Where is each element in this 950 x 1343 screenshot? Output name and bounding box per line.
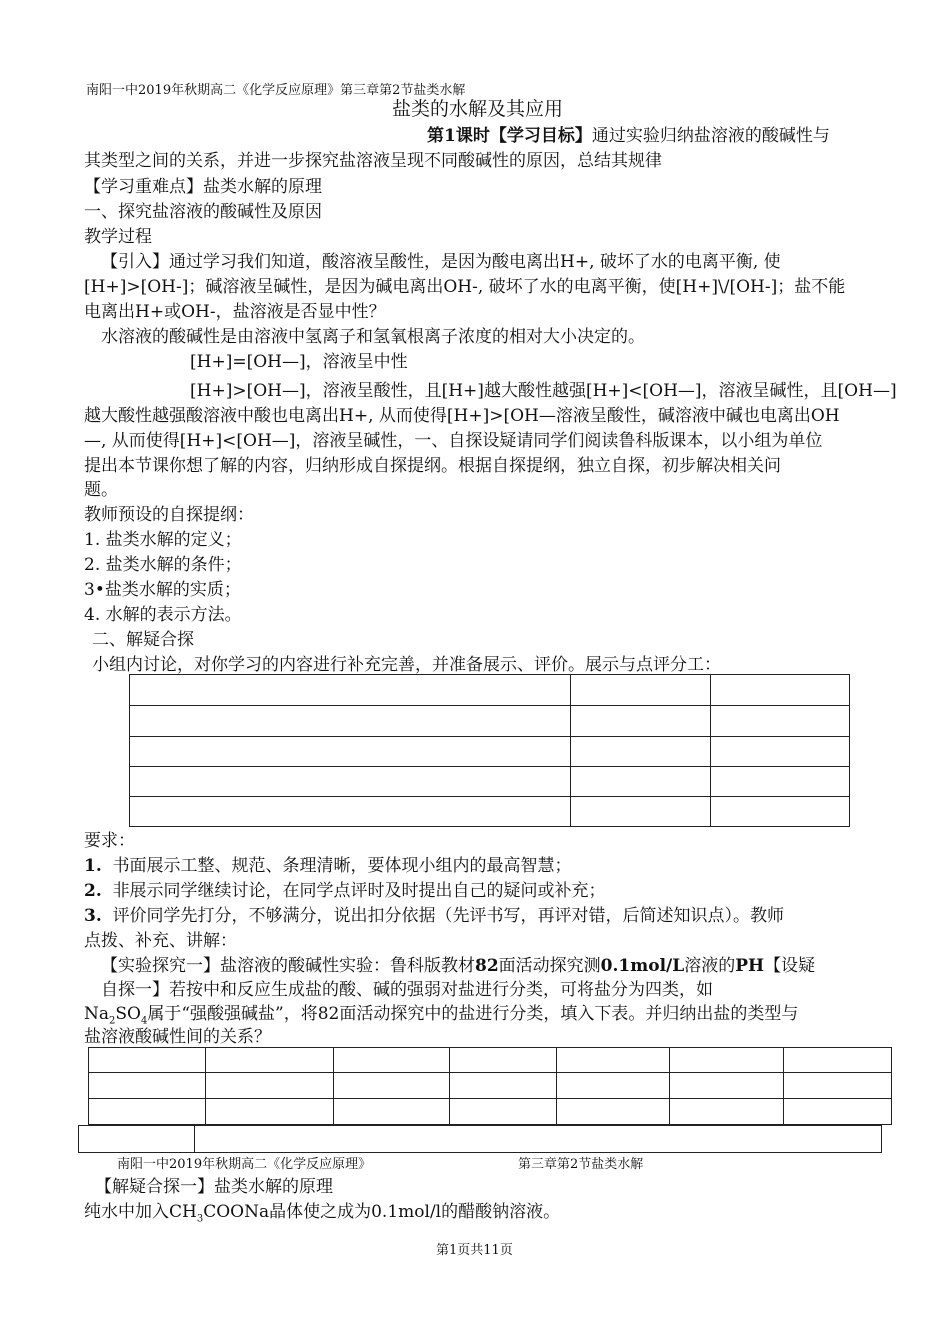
section1-heading: 一、探究盐溶液的酸碱性及原因 — [84, 202, 322, 222]
experiment-line-4: 盐溶液酸碱性间的关系？ — [84, 1027, 271, 1047]
page-number: 第1页共11页 — [436, 1243, 513, 1258]
table-cell[interactable] — [130, 737, 571, 767]
table-cell[interactable] — [333, 1048, 449, 1073]
formula-subscript: 4 — [140, 1015, 148, 1027]
table-cell[interactable] — [711, 737, 850, 767]
exp-text: 面活动探究测 — [498, 956, 601, 976]
para-line-4: 提出本节课你想了解的内容，归纳形成自探提纲。根据自探提纲，独立自探，初步解决相关问 — [84, 456, 781, 476]
lesson-period: 第1课时 — [427, 126, 490, 146]
table-cell[interactable] — [333, 1099, 449, 1125]
classification-table-extra-row — [78, 1125, 882, 1153]
table-cell[interactable] — [711, 706, 850, 737]
table-row — [130, 706, 850, 737]
outline-item: 3•盐类水解的实质； — [84, 580, 241, 600]
table-cell[interactable] — [205, 1099, 333, 1125]
table-cell[interactable] — [194, 1126, 881, 1153]
table-cell[interactable] — [130, 767, 571, 797]
outline-item: 1. 盐类水解的定义； — [84, 530, 242, 550]
requirement-3b: 点拨、补充、讲解： — [84, 931, 237, 951]
table-row — [130, 675, 850, 706]
exp-text: 溶液的 — [684, 956, 736, 976]
requirement-text: 书面展示工整、规范、条理清晰，要体现小组内的最高智慧； — [112, 856, 572, 876]
formula-part: SO — [115, 1004, 141, 1024]
table-row — [130, 737, 850, 767]
para-line-5: 题。 — [84, 480, 118, 500]
para-line-3: —, 从而使得[H+]<[OH—]，溶液呈碱性，一、自探设疑请同学们阅读鲁科版课本，以小组为单位 — [84, 431, 823, 451]
experiment-line-2: 自探一】若按中和反应生成盐的酸、碱的强弱对盐进行分类，可将盐分为四类，如 — [101, 980, 713, 1000]
part2-line — [84, 1201, 560, 1230]
intro-line-2: [H+]>[OH-]；碱溶液呈碱性，是因为碱电离出OH-, 破坏了水的电离平衡，使[H+]\/[OH-]；盐不能 — [84, 277, 846, 297]
formula-subscript: 3 — [196, 1213, 204, 1225]
running-header-left: 南阳一中2019年秋期高二《化学反应原理》 — [117, 1157, 372, 1172]
table-cell[interactable] — [449, 1048, 557, 1073]
intro-line-3: 电离出H+或OH-，盐溶液是否显中性？ — [84, 302, 386, 322]
goal-tag: 【学习目标】 — [489, 126, 592, 146]
table-cell[interactable] — [784, 1073, 892, 1099]
table-row — [79, 1126, 882, 1153]
table-cell[interactable] — [571, 797, 711, 827]
table-cell[interactable] — [711, 797, 850, 827]
table-cell[interactable] — [711, 675, 850, 706]
exp-bold: 0.1mol/L — [600, 956, 685, 976]
table-row — [89, 1048, 892, 1073]
page-title: 盐类的水解及其应用 — [392, 98, 564, 120]
table-cell[interactable] — [130, 706, 571, 737]
formula-part: Na — [84, 1004, 110, 1024]
para-line-2: 越大酸性越强酸溶液中酸也电离出H+, 从而使得[H+]>[OH—溶液呈酸性，碱溶液中碱也电离出OH — [84, 406, 840, 426]
requirement-3 — [84, 905, 784, 927]
table-cell[interactable] — [89, 1048, 206, 1073]
running-header-right: 第三章第2节盐类水解 — [518, 1157, 644, 1172]
table-cell[interactable] — [670, 1099, 784, 1125]
requirement-number: 2. — [84, 881, 102, 901]
table-cell[interactable] — [557, 1048, 670, 1073]
requirement-2 — [84, 880, 606, 902]
table-cell[interactable] — [205, 1048, 333, 1073]
formula-subscript: 2 — [109, 1015, 116, 1027]
requirement-1 — [84, 855, 572, 877]
requirement-number: 3. — [84, 906, 102, 926]
outline-item: 2. 盐类水解的条件； — [84, 555, 242, 575]
exp-text: 属于“强酸强碱盐”，将82面活动探究中的盐进行分类，填入下表。并归纳出盐的类型与 — [147, 1004, 799, 1024]
table-row — [89, 1099, 892, 1125]
table-row — [89, 1073, 892, 1099]
para-line-1: [H+]>[OH—]，溶液呈酸性，且[H+]越大酸性越强[H+]<[OH—]，溶液呈碱性，且[OH—] — [190, 381, 897, 401]
section2-desc: 小组内讨论，对你学习的内容进行补充完善，并准备展示、评价。展示与点评分工： — [92, 655, 721, 675]
table-cell[interactable] — [449, 1099, 557, 1125]
table-cell[interactable] — [557, 1099, 670, 1125]
outline-item: 4. 水解的表示方法。 — [84, 605, 242, 625]
table-cell[interactable] — [333, 1073, 449, 1099]
table-cell[interactable] — [205, 1073, 333, 1099]
table-cell[interactable] — [784, 1099, 892, 1125]
table-cell[interactable] — [557, 1073, 670, 1099]
neutral-line: [H+]=[OH—]，溶液呈中性 — [190, 352, 408, 372]
part2-heading: 【解疑合探一】盐类水解的原理 — [95, 1177, 333, 1197]
exp-bold: 82 — [475, 956, 499, 976]
table-cell[interactable] — [130, 797, 571, 827]
key-point: 【学习重难点】盐类水解的原理 — [84, 177, 322, 197]
assignment-table — [129, 674, 850, 827]
table-cell[interactable] — [571, 706, 711, 737]
table-row — [130, 767, 850, 797]
table-cell[interactable] — [130, 675, 571, 706]
table-cell[interactable] — [89, 1099, 206, 1125]
formula-part: 纯水中加入CH — [84, 1202, 197, 1222]
process-heading: 教学过程 — [84, 227, 152, 247]
table-row — [130, 797, 850, 827]
exp-bold: PH — [735, 956, 765, 976]
requirements-heading: 要求： — [84, 831, 135, 851]
exp-text: 【实验探究一】盐溶液的酸碱性实验：鲁科版教材 — [101, 956, 475, 976]
table-cell[interactable] — [670, 1048, 784, 1073]
table-cell[interactable] — [670, 1073, 784, 1099]
table-cell[interactable] — [784, 1048, 892, 1073]
table-cell[interactable] — [571, 767, 711, 797]
table-cell[interactable] — [449, 1073, 557, 1099]
table-cell[interactable] — [571, 737, 711, 767]
classification-table — [88, 1047, 892, 1125]
section2-heading: 二、解疑合探 — [92, 630, 194, 650]
lesson-goal-line — [427, 125, 830, 147]
table-cell[interactable] — [79, 1126, 195, 1153]
intro-line-1: 【引入】通过学习我们知道，酸溶液呈酸性，是因为酸电离出H+, 破坏了水的电离平衡, 使 — [101, 252, 781, 272]
header-top-line: 南阳一中2019年秋期高二《化学反应原理》第三章第2节盐类水解 — [86, 83, 466, 98]
goal-text-b: 其类型之间的关系，并进一步探究盐溶液呈现不同酸碱性的原因，总结其规律 — [84, 151, 662, 171]
table-cell[interactable] — [89, 1073, 206, 1099]
requirement-text: 评价同学先打分，不够满分，说出扣分依据（先评书写，再评对错，后简述知识点）。教师 — [112, 906, 785, 926]
exp-text: 【设疑 — [764, 956, 816, 976]
formula-part: COONa晶体使之成为0.1mol/l的醋酸钠溶液。 — [203, 1202, 561, 1222]
table-cell[interactable] — [571, 675, 711, 706]
experiment-line-1 — [101, 955, 815, 977]
outline-heading: 教师预设的自探提纲： — [84, 505, 254, 525]
table-cell[interactable] — [711, 767, 850, 797]
requirement-number: 1. — [84, 856, 102, 876]
intro-line-4: 水溶液的酸碱性是由溶液中氢离子和氢氧根离子浓度的相对大小决定的。 — [101, 327, 645, 347]
goal-text-a: 通过实验归纳盐溶液的酸碱性与 — [591, 126, 830, 146]
requirement-text: 非展示同学继续讨论，在同学点评时及时提出自己的疑问或补充； — [112, 881, 606, 901]
